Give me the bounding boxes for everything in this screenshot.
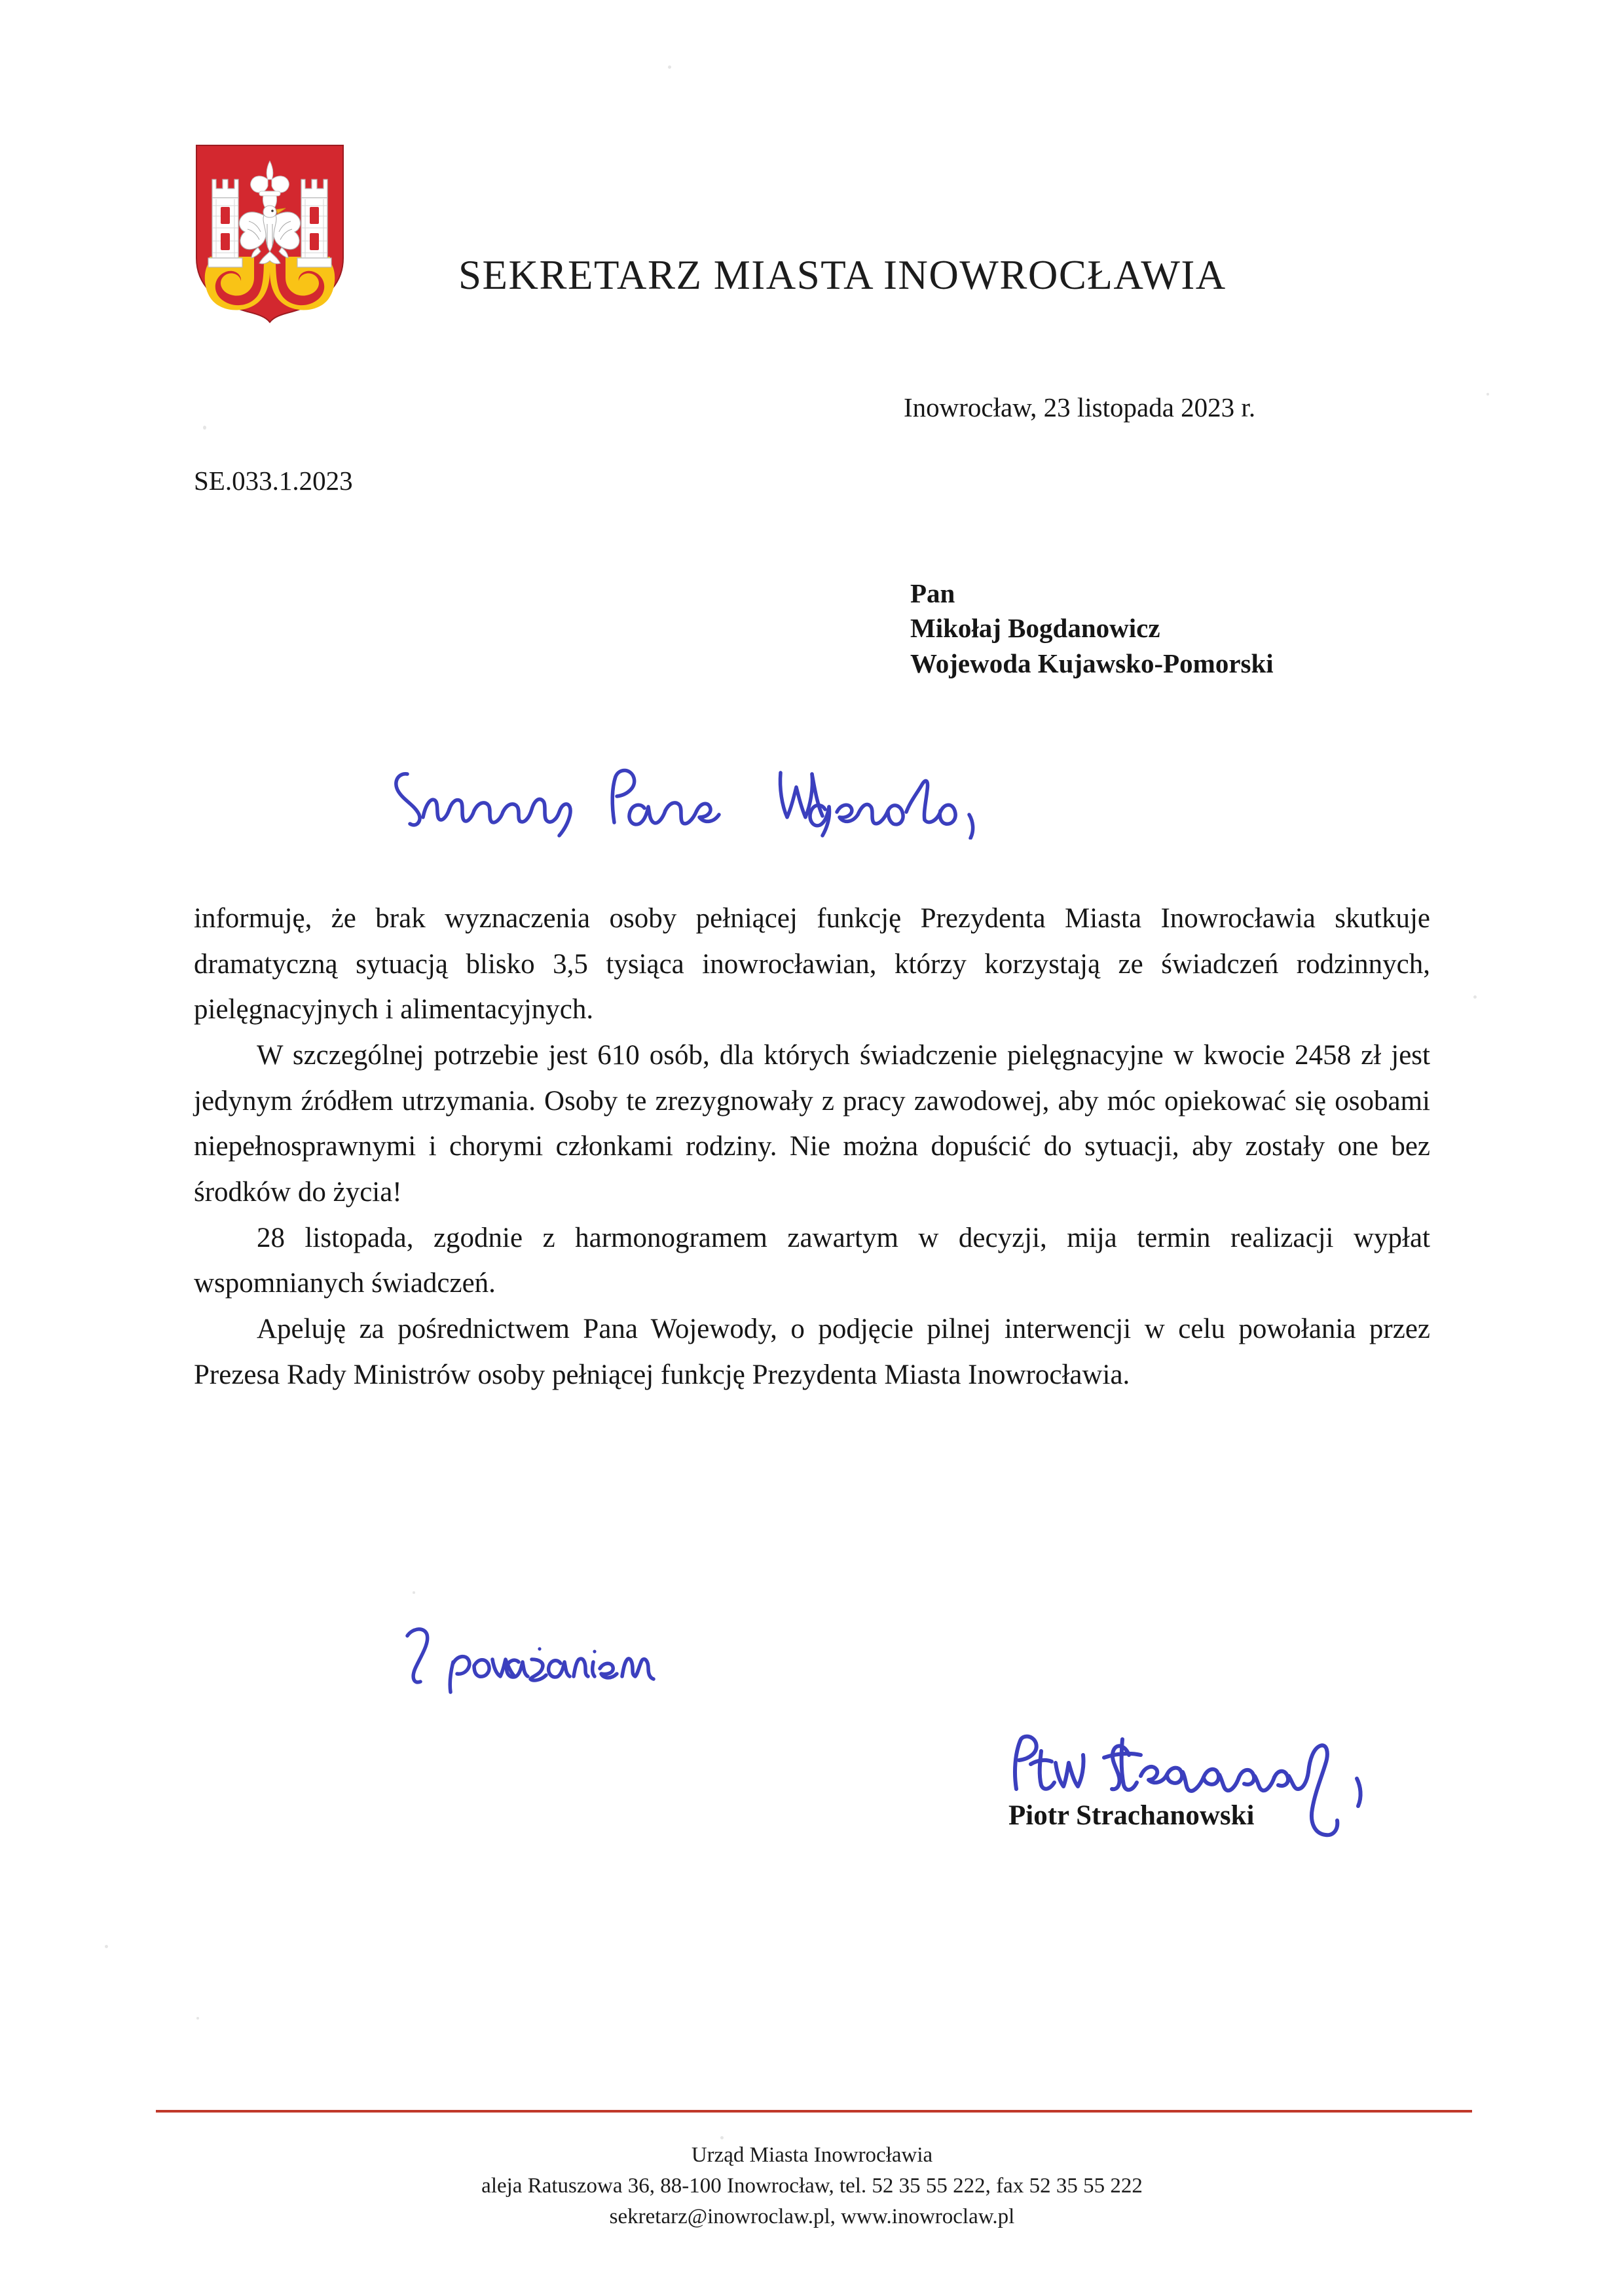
place-and-date: Inowrocław, 23 listopada 2023 r. [904, 392, 1256, 422]
body-paragraph-3: 28 listopada, zgodnie z harmonogramem zawartym w decyzji, mija termin realizacji wypłat wspomnianych świadczeń. [194, 1222, 1430, 1299]
body-paragraph-1: informuję, że brak wyznaczenia osoby pełniącej funkcję Prezydenta Miasta Inowrocławia skutkuje dramatyczną sytuacją blisko 3,5 tysiąca inowrocławian, którzy korzystają ze świadczeń rodzinnych, pielęgnacyjnych i alimentacyjnych. [194, 903, 1430, 1025]
handwritten-closing [393, 1616, 766, 1695]
scan-speckle [1486, 393, 1489, 396]
footer-address: aleja Ratuszowa 36, 88-100 Inowrocław, tel. 52 35 55 222, fax 52 35 55 222 [481, 2173, 1143, 2198]
scan-speckle [203, 426, 206, 430]
addressee-block [910, 576, 1274, 681]
scan-speckle [196, 2017, 199, 2020]
addressee-position: Wojewoda Kujawsko-Pomorski [910, 648, 1274, 678]
addressee-name: Mikołaj Bogdanowicz [910, 613, 1160, 644]
letter-body [194, 896, 1430, 1397]
handwritten-signature [1001, 1721, 1407, 1852]
scan-speckle [720, 2136, 724, 2139]
signature-name: Piotr Strachanowski [1008, 1800, 1255, 1831]
scan-speckle [668, 65, 671, 69]
footer-contact: sekretarz@inowroclaw.pl, www.inowroclaw.pl [609, 2204, 1015, 2228]
letterhead [0, 124, 1624, 321]
footer-divider [156, 2110, 1472, 2113]
inowroclaw-coat-of-arms-icon [194, 143, 346, 325]
scan-speckle [105, 1945, 108, 1948]
footer-office-name: Urząd Miasta Inowrocławia [691, 2143, 933, 2167]
body-paragraph-4: Apeluję za pośrednictwem Pana Wojewody, o podjęcie pilnej interwencji w celu powołania przez Prezesa Rady Ministrów osoby pełniącej funkcję Prezydenta Miasta Inowrocławia. [194, 1313, 1430, 1390]
scan-speckle [413, 1591, 415, 1594]
reference-number: SE.033.1.2023 [194, 466, 353, 496]
page-title: SEKRETARZ MIASTA INOWROCŁAWIA [458, 252, 1227, 299]
addressee-salutation-title: Pan [910, 578, 955, 608]
handwritten-salutation [385, 754, 1079, 840]
footer [0, 2140, 1624, 2232]
scan-speckle [1473, 995, 1477, 999]
body-paragraph-2: W szczególnej potrzebie jest 610 osób, dla których świadczenie pielęgnacyjne w kwocie 2458 zł jest jedynym źródłem utrzymania. Osoby te zrezygnowały z pracy zawodowej, aby móc opiekować się osobami niepełnosprawnymi i chorymi członkami rodziny. Nie można dopuścić do sytuacji, aby zostały one bez środków do życia! [194, 1039, 1430, 1208]
